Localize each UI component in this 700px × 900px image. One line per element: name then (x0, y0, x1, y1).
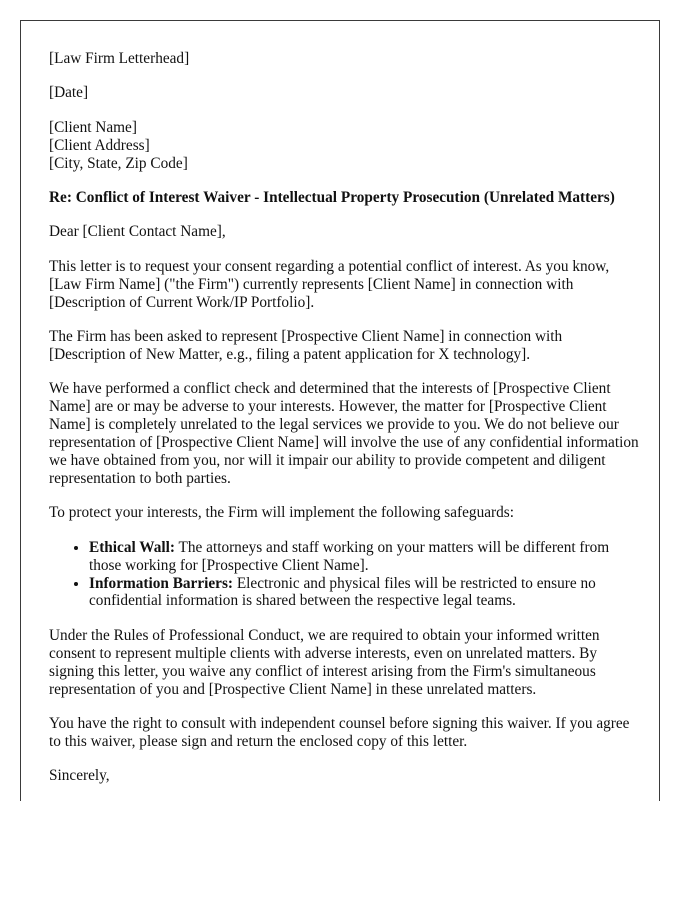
paragraph-conflict-check: We have performed a conflict check and determined that the interests of [Prospective Client Name] are or may be adverse to your interests. However, the matter for [Prospective Client Name] is completely unrelated to the legal services we provide to you. We do not believe our representation of [Prospective Client Name] will involve the use of any confidential information we have obtained from you, nor will it impair our ability to provide competent and diligent representation to both parties. (49, 380, 639, 487)
paragraph-consent-request: This letter is to request your consent regarding a potential conflict of interest. As you know, [Law Firm Name] ("the Firm") currently represents [Client Name] in connection with [Description of Current Work/IP Portfolio]. (49, 257, 610, 311)
paragraph-new-matter: The Firm has been asked to represent [Prospective Client Name] in connection with [Description of New Matter, e.g., filing a patent application for X technology]. (49, 328, 563, 363)
safeguard-item-ethical-wall (89, 539, 639, 575)
letter-body (49, 50, 639, 801)
safeguards-list (49, 539, 639, 611)
recipient-name: [Client Name] (49, 118, 137, 136)
subject-line: Re: Conflict of Interest Waiver - Intellectual Property Prosecution (Unrelated Matters) (49, 189, 615, 207)
safeguard-text: The attorneys and staff working on your matters will be different from those working for [Prospective Client Name]. (89, 538, 610, 574)
safeguard-title: Information Barriers: (89, 574, 234, 592)
paragraph-right-to-counsel: You have the right to consult with independent counsel before signing this waiver. If you agree to this waiver, please sign and return the enclosed copy of this letter. (49, 714, 630, 750)
letter-page (20, 20, 660, 801)
paragraph-safeguards-intro: To protect your interests, the Firm will implement the following safeguards: (49, 504, 514, 522)
letter-date: [Date] (49, 84, 89, 102)
safeguard-item-information-barriers (89, 575, 639, 611)
recipient-city-state-zip: [City, State, Zip Code] (49, 154, 188, 172)
safeguard-title: Ethical Wall: (89, 538, 175, 556)
salutation: Dear [Client Contact Name], (49, 223, 226, 241)
valediction: Sincerely, (49, 767, 110, 785)
safeguard-text: Electronic and physical files will be restricted to ensure no confidential information is shared between the respective legal teams. (89, 574, 596, 610)
letterhead: [Law Firm Letterhead] (49, 50, 190, 67)
paragraph-rules-of-conduct: Under the Rules of Professional Conduct, we are required to obtain your informed written consent to represent multiple clients with adverse interests, even on unrelated matters. By signing this letter, you waive any conflict of interest arising from the Firm's simultaneous representation of you and [Prospective Client Name] in these unrelated matters. (49, 626, 600, 698)
recipient-block (49, 119, 639, 173)
recipient-address: [Client Address] (49, 136, 150, 154)
